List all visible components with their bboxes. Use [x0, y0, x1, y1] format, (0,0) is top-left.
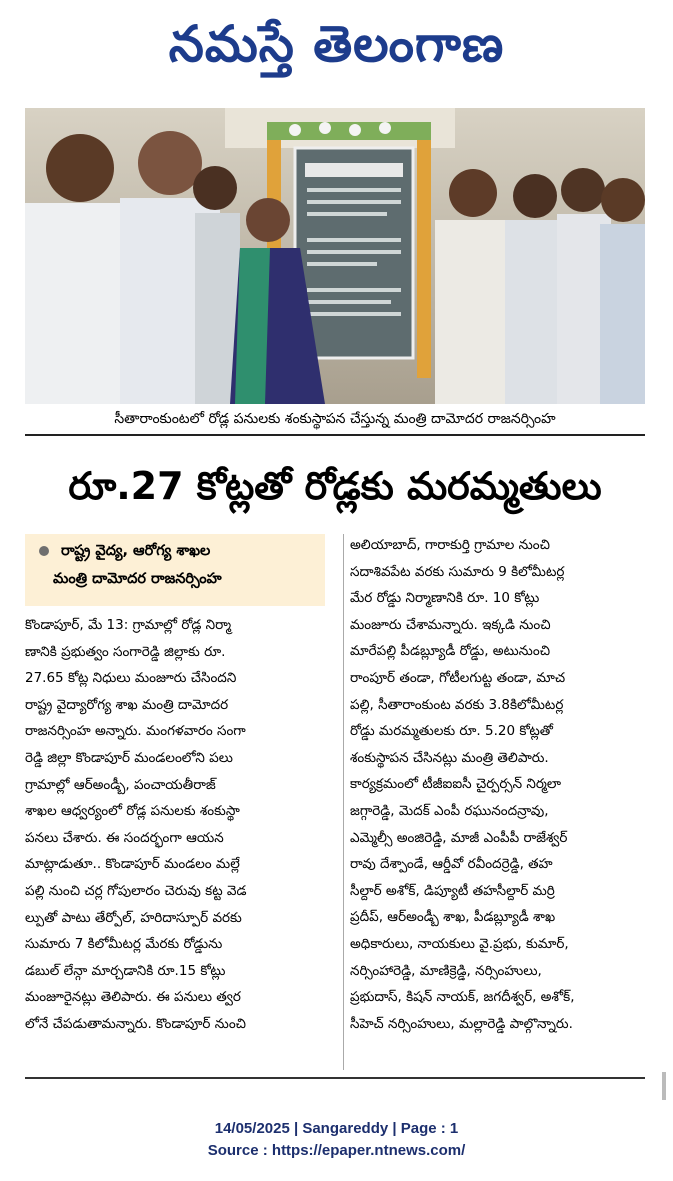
- article-line: అధికారులు, నాయకులు వై.ప్రభు, కుమార్,: [350, 935, 569, 952]
- article-line: రెడ్డి జిల్లా కొండాపూర్ మండలంలోని పలు: [25, 749, 233, 766]
- footer-edition-info: 14/05/2025 | Sangareddy | Page : 1: [214, 1120, 459, 1137]
- article-line: డబుల్ లేన్గా మార్చడానికి రూ.15 కోట్లు: [25, 962, 226, 979]
- article-line: శాఖల ఆధ్వర్యంలో రోడ్ల పనులకు శంకుస్థా: [25, 803, 240, 820]
- article-line: ణానికి ప్రభుత్వం సంగారెడ్డి జిల్లాకు రూ.: [25, 643, 226, 660]
- page-edge: [662, 1072, 666, 1100]
- article-line: ల్పుతో పాటు తేర్పోల్, హరిదాస్పూర్ వరకు: [25, 909, 242, 926]
- article-line: రాష్ట్ర వైద్యారోగ్య శాఖ మంత్రి దామోదర: [25, 696, 229, 713]
- article-line: 27.65 కోట్ల నిధులు మంజూరు చేసిందని: [25, 670, 237, 687]
- article-line: మారేపల్లి పీడబ్ల్యూడీ రోడ్డు, అటునుంచి: [350, 643, 551, 660]
- kicker-line: రాష్ట్ర వైద్య, ఆరోగ్య శాఖల: [61, 543, 211, 559]
- article-line: నర్సింహారెడ్డి, మాణిక్రెడ్డి, నర్సింహులు,: [350, 962, 542, 979]
- article-line: మంజూరైనట్లు తెలిపారు. ఈ పనులు త్వర: [25, 989, 241, 1006]
- article-line: పల్లి నుంచి చర్ల గోపులారం చెరువు కట్ట వెడ: [25, 882, 247, 899]
- news-photo: [25, 108, 645, 404]
- masthead-title: నమస్తే తెలంగాణ: [168, 15, 505, 73]
- column-divider: [343, 534, 344, 1070]
- article-line: సుమారు 7 కిలోమీటర్ల మేరకు రోడ్డును: [25, 936, 223, 953]
- article-line: రోడ్డు మరమ్మతులకు రూ. 5.20 కోట్లతో: [350, 723, 553, 740]
- article-line: ప్రదీప్, ఆర్అండ్బీ శాఖ, పీడబ్ల్యూడీ శాఖ: [350, 909, 556, 926]
- article-headline: రూ.27 కోట్లతో రోడ్లకు మరమ్మతులు: [68, 464, 602, 508]
- article-line: రావు దేశ్పాండే, ఆర్డీవో రవీందర్రెడ్డి, తహ: [350, 856, 553, 873]
- article-line: సీహెచ్ నర్సింహులు, మల్లారెడ్డి పాల్గొన్నారు.: [350, 1015, 573, 1032]
- footer-source: Source : https://epaper.ntnews.com/: [207, 1142, 466, 1159]
- article-line: సీల్దార్ అశోక్, డిప్యూటీ తహసీల్దార్ మర్రి: [350, 882, 555, 899]
- article-line: ఎమ్మెల్సీ అంజిరెడ్డి, మాజీ ఎంపీపీ రాజేశ్వర్: [350, 829, 568, 846]
- article-line: ప్రభుదాస్, కిషన్ నాయక్, జగదీశ్వర్, అశోక్,: [350, 989, 575, 1006]
- article-line: రాజనర్సింహ అన్నారు. మంగళవారం సంగా: [25, 723, 246, 740]
- article-line: మంజూరు చేశామన్నారు. ఇక్కడి నుంచి: [350, 616, 551, 633]
- article-line: రాంపూర్ తండా, గోటీలగుట్ట తండా, మాచ: [350, 669, 566, 686]
- article-line: పనలు చేశారు. ఈ సందర్భంగా ఆయన: [25, 829, 224, 846]
- article-line: జగ్గారెడ్డి, మెదక్ ఎంపీ రఘునందన్రావు,: [350, 802, 549, 819]
- article-line: అలియాబాద్, గారాకుర్తి గ్రామాల నుంచి: [350, 537, 550, 553]
- caption-rule: [25, 434, 645, 436]
- article-line: పల్లి, సీతారాంకుంట వరకు 3.8కిలోమీటర్ల: [350, 696, 564, 713]
- article-line: గ్రామాల్లో ఆర్అండ్బీ, పంచాయతీరాజ్: [25, 776, 216, 793]
- kicker-box: [25, 534, 325, 606]
- footer-rule: [25, 1077, 645, 1079]
- article-column-left: [25, 612, 337, 1038]
- article-line: కార్యక్రమంలో టీజీఐఐసీ చైర్పర్సన్ నిర్మలా: [350, 776, 562, 793]
- news-photo-illustration: [25, 108, 645, 404]
- article-line: మాట్లాడుతూ.. కొండాపూర్ మండలం మల్లే: [25, 856, 240, 873]
- article-line: శంకుస్థాపన చేసినట్లు మంత్రి తెలిపారు.: [350, 749, 549, 766]
- kicker-line: మంత్రి దామోదర రాజనర్సింహ: [53, 571, 222, 587]
- article-line: మేర రోడ్డు నిర్మాణానికి రూ. 10 కోట్లు: [350, 590, 540, 607]
- article-line: లోనే చేపడుతామన్నారు. కొండాపూర్ నుంచి: [25, 1015, 247, 1032]
- article-column-right: [350, 532, 646, 1037]
- bullet-icon: [39, 546, 49, 556]
- article-line: సదాశివపేట వరకు సుమారు 9 కిలోమీటర్ల: [350, 563, 565, 580]
- photo-caption: సీతారాంకుంటలో రోడ్ల పనులకు శంకుస్థాపన చేస్తున్న మంత్రి దామోదర రాజనర్సింహ: [114, 411, 556, 427]
- article-line: కొండాపూర్, మే 13: గ్రామాల్లో రోడ్ల నిర్మా: [25, 617, 232, 633]
